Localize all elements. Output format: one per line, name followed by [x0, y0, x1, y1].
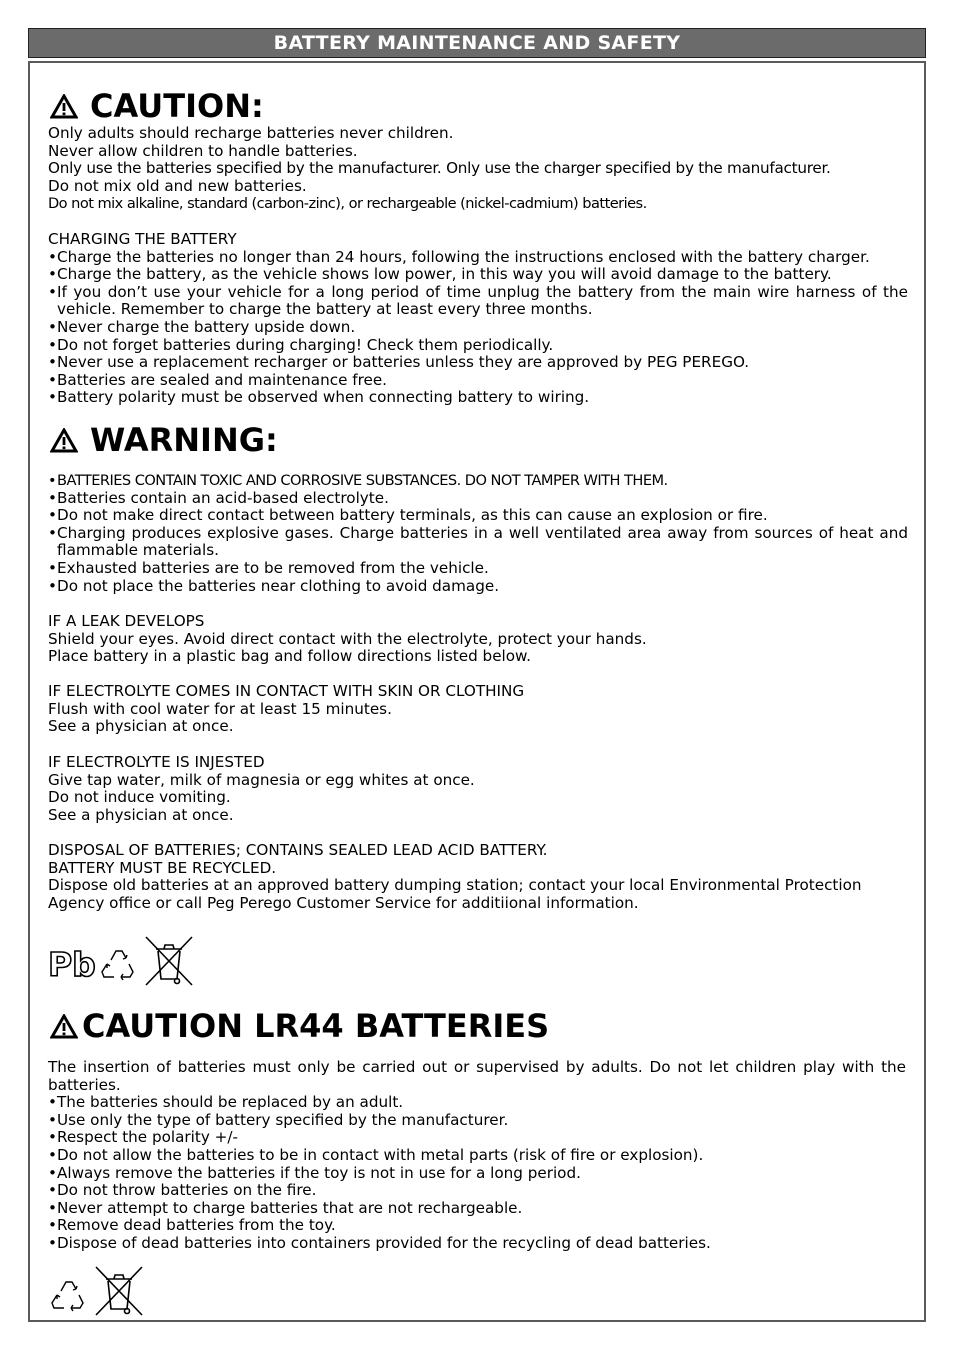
- section-title: BATTERY MAINTENANCE AND SAFETY: [273, 32, 681, 54]
- warning-heading: [50, 421, 278, 459]
- disposal-title: DISPOSAL OF BATTERIES; CONTAINS SEALED LEAD ACID BATTERY.: [48, 841, 548, 859]
- lr44-item: •Respect the polarity +/-: [48, 1128, 238, 1147]
- lr44-item: •Always remove the batteries if the toy is not in use for a long period.: [48, 1163, 581, 1182]
- injested-section: [48, 754, 908, 824]
- recycle-icon: [49, 1277, 87, 1313]
- caution-line: Only use the batteries specified by the manufacturer. Only use the charger specified by the manufacturer.: [48, 159, 831, 178]
- warning-item: • Do not place the batteries near clothing to avoid damage.: [48, 578, 908, 596]
- charging-item: • Batteries are sealed and maintenance free.: [48, 372, 908, 390]
- charging-item: • Charge the battery, as the vehicle shows low power, in this way you will avoid damage to the battery.: [48, 266, 908, 284]
- caution-line: Only adults should recharge batteries never children.: [48, 124, 454, 142]
- warning-bullets: [48, 472, 908, 595]
- disposal-section: [48, 842, 908, 912]
- caution-heading-text: CAUTION:: [90, 87, 264, 125]
- charging-item: • If you don’t use your vehicle for a long period of time unplug the battery from the main wire harness of the vehicle. Remember to charge the battery at least every three months.: [48, 284, 908, 319]
- lr44-heading: [50, 1007, 550, 1045]
- warning-item: • Batteries contain an acid-based electrolyte.: [48, 490, 908, 508]
- caution-intro: [48, 125, 908, 213]
- crossed-bin-icon: [144, 935, 194, 987]
- charging-item: • Do not forget batteries during charging! Check them periodically.: [48, 337, 908, 355]
- warning-triangle-icon: [50, 428, 78, 453]
- warning-heading-text: WARNING:: [90, 421, 278, 459]
- injested-line: Do not induce vomiting.: [48, 788, 231, 807]
- charging-item: • Battery polarity must be observed when connecting battery to wiring.: [48, 389, 908, 407]
- lr44-section: [48, 1059, 906, 1253]
- section-header: [28, 28, 926, 58]
- charging-section: [48, 231, 908, 407]
- skin-line: See a physician at once.: [48, 717, 234, 736]
- warning-triangle-icon: [50, 1014, 78, 1039]
- leak-line: Shield your eyes. Avoid direct contact with the electrolyte, protect your hands.: [48, 629, 647, 648]
- skin-title: IF ELECTROLYTE COMES IN CONTACT WITH SKIN OR CLOTHING: [48, 682, 525, 700]
- lr44-intro: The insertion of batteries must only be carried out or supervised by adults. Do not let children play with the batteries.: [48, 1058, 906, 1094]
- lr44-heading-text: CAUTION LR44 BATTERIES: [82, 1007, 550, 1045]
- skin-line: Flush with cool water for at least 15 minutes.: [48, 699, 392, 718]
- leak-section: [48, 613, 908, 666]
- lr44-item: •Do not throw batteries on the fire.: [48, 1181, 317, 1200]
- lr44-item: •Never attempt to charge batteries that are not rechargeable.: [48, 1198, 523, 1217]
- disposal-text: Dispose old batteries at an approved battery dumping station; contact your local Environmental Protection Agency office or call Peg Perego Customer Service for additiional information.: [48, 876, 862, 912]
- warning-item: • Do not make direct contact between battery terminals, as this can cause an explosion or fire.: [48, 507, 908, 525]
- leak-title: IF A LEAK DEVELOPS: [48, 612, 205, 630]
- warning-item: • BATTERIES CONTAIN TOXIC AND CORROSIVE SUBSTANCES. DO NOT TAMPER WITH THEM.: [48, 472, 908, 490]
- caution-line: Do not mix old and new batteries.: [48, 176, 307, 195]
- injested-line: Give tap water, milk of magnesia or egg whites at once.: [48, 770, 475, 789]
- warning-triangle-icon: [50, 94, 78, 119]
- recycle-icon: [99, 946, 137, 982]
- warning-item: • Charging produces explosive gases. Charge batteries in a well ventilated area away from sources of heat and flammable materials.: [48, 525, 908, 560]
- charging-title: CHARGING THE BATTERY: [48, 230, 237, 248]
- charging-item: • Charge the batteries no longer than 24 hours, following the instructions enclosed with the battery charger.: [48, 249, 908, 267]
- injested-line: See a physician at once.: [48, 805, 234, 824]
- charging-item: • Never charge the battery upside down.: [48, 319, 908, 337]
- caution-heading: [50, 87, 264, 125]
- warning-item: • Exhausted batteries are to be removed from the vehicle.: [48, 560, 908, 578]
- lr44-item: •Do not allow the batteries to be in contact with metal parts (risk of fire or explosion).: [48, 1145, 704, 1164]
- charging-item: • Never use a replacement recharger or batteries unless they are approved by PEG PEREGO.: [48, 354, 908, 372]
- caution-line: Never allow children to handle batteries.: [48, 141, 358, 160]
- lr44-item: •The batteries should be replaced by an adult.: [48, 1093, 404, 1112]
- lr44-item: •Dispose of dead batteries into containers provided for the recycling of dead batteries.: [48, 1233, 711, 1252]
- disposal-title: BATTERY MUST BE RECYCLED.: [48, 858, 277, 877]
- injested-title: IF ELECTROLYTE IS INJESTED: [48, 753, 265, 771]
- lr44-item: •Remove dead batteries from the toy.: [48, 1216, 336, 1235]
- caution-line: Do not mix alkaline, standard (carbon-zinc), or rechargeable (nickel-cadmium) batteries.: [48, 195, 647, 213]
- lr44-item: •Use only the type of battery specified by the manufacturer.: [48, 1110, 509, 1129]
- pb-symbol: Pb: [48, 945, 96, 984]
- skin-section: [48, 683, 908, 736]
- leak-line: Place battery in a plastic bag and follow directions listed below.: [48, 647, 531, 666]
- crossed-bin-icon: [94, 1265, 144, 1317]
